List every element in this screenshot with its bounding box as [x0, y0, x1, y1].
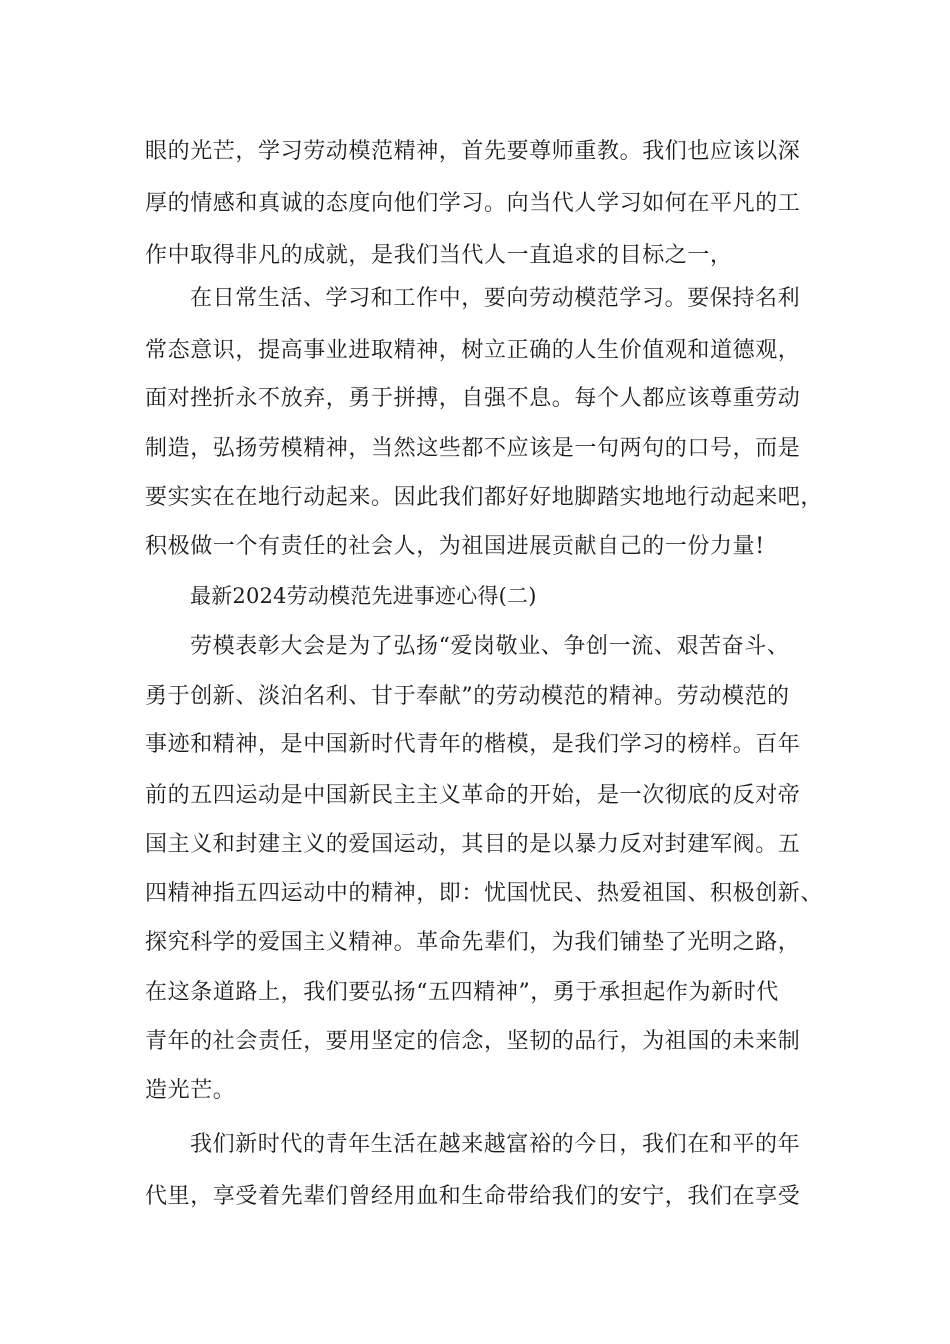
text-line: 四精神指五四运动中的精神，即：忧国忧民、热爱祖国、积极创新、 [145, 881, 824, 906]
text-line: 厚的情感和真诚的态度向他们学习。向当代人学习如何在平凡的工 [145, 191, 801, 216]
text-line: 要实实在在地行动起来。因此我们都好好地脚踏实地地行动起来吧， [145, 485, 824, 510]
text-line: 国主义和封建主义的爱国运动，其目的是以暴力反对封建军阀。五 [145, 832, 801, 857]
text-line: 造光芒。 [145, 1078, 236, 1103]
text-line: 代里，享受着先辈们曾经用血和生命带给我们的安宁，我们在享受 [145, 1184, 801, 1209]
text-line: 勇于创新、淡泊名利、甘于奉献”的劳动模范的精神。劳动模范的 [145, 684, 790, 709]
text-line: 积极做一个有责任的社会人，为祖国进展贡献自己的一份力量! [145, 534, 765, 559]
text-line: 我们新时代的青年生活在越来越富裕的今日，我们在和平的年 [190, 1132, 801, 1157]
text-line: 面对挫折永不放弃，勇于拼搏，自强不息。每个人都应该尊重劳动 [145, 386, 801, 411]
text-line: 前的五四运动是中国新民主主义革命的开始，是一次彻底的反对帝 [145, 783, 801, 808]
text-line: 探究科学的爱国主义精神。革命先辈们，为我们铺垫了光明之路， [145, 930, 801, 955]
text-line: 眼的光芒，学习劳动模范精神，首先要尊师重教。我们也应该以深 [145, 139, 801, 164]
text-line: 青年的社会责任，要用坚定的信念，坚韧的品行，为祖国的未来制 [145, 1029, 801, 1054]
text-line: 劳模表彰大会是为了弘扬“爱岗敬业、争创一流、艰苦奋斗、 [190, 634, 790, 659]
text-line: 制造，弘扬劳模精神，当然这些都不应该是一句两句的口号，而是 [145, 436, 801, 461]
text-line: 在这条道路上，我们要弘扬“五四精神”，勇于承担起作为新时代 [145, 980, 779, 1005]
text-line: 在日常生活、学习和工作中，要向劳动模范学习。要保持名利 [190, 286, 801, 311]
text-line: 作中取得非凡的成就，是我们当代人一直追求的目标之一， [145, 243, 733, 268]
text-line: 常态意识，提高事业进取精神，树立正确的人生价值观和道德观， [145, 338, 801, 363]
section-heading: 最新2024劳动模范先进事迹心得(二) [190, 584, 537, 608]
text-line: 事迹和精神，是中国新时代青年的楷模，是我们学习的榜样。百年 [145, 732, 801, 757]
